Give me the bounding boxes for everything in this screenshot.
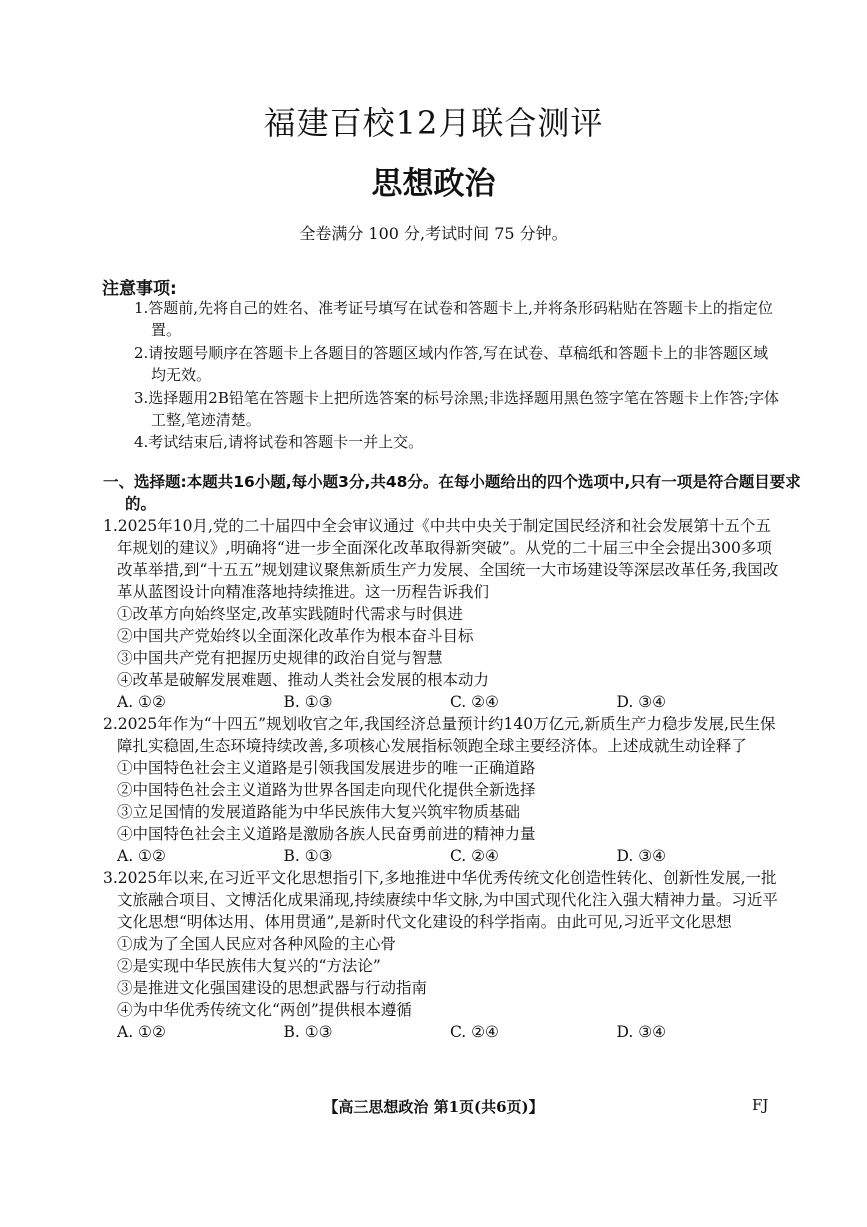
- footer-page-label: 【高三思想政治 第1页(共6页)】: [323, 1098, 544, 1116]
- choice-c: C. ②④: [450, 1023, 499, 1041]
- answer-choices: [117, 691, 783, 713]
- question-option: ④为中华优秀传统文化“两创”提供根本遵循: [117, 1001, 412, 1019]
- notice-item: 3.选择题用2B铅笔在答题卡上把所选答案的标号涂黑;非选择题用黑色签字笔在答题卡上作答;字体工整,笔迹清楚。: [134, 388, 779, 430]
- choice-b: B. ①③: [283, 1023, 333, 1041]
- section-heading: 一、选择题:本题共16小题,每小题3分,共48分。在每小题给出的四个选项中,只有一项是符合题目要求的。: [103, 473, 801, 513]
- question-option: ③是推进文化强国建设的思想武器与行动指南: [117, 979, 428, 997]
- exam-meta: 全卷满分 100 分,考试时间 75 分钟。: [299, 224, 568, 243]
- question-option: ④改革是破解发展难题、推动人类社会发展的根本动力: [117, 671, 490, 689]
- question-option: ②中国特色社会主义道路为世界各国走向现代化提供全新选择: [117, 781, 536, 799]
- question-3: [103, 867, 783, 1043]
- choice-c: C. ②④: [450, 847, 499, 865]
- notices-heading: 注意事项:: [102, 279, 177, 299]
- question-option: ②是实现中华民族伟大复兴的“方法论”: [117, 957, 381, 975]
- question-option: ①中国特色社会主义道路是引领我国发展进步的唯一正确道路: [117, 759, 536, 777]
- choice-c: C. ②④: [450, 693, 499, 711]
- choice-d: D. ③④: [616, 847, 667, 865]
- question-stem: 2.2025年作为“十四五”规划收官之年,我国经济总量预计约140万亿元,新质生产力稳步发展,民生保障扎实稳固,生态环境持续改善,多项核心发展指标领跑全球主要经济体。上述成就生动诠释了: [103, 715, 776, 755]
- question-option: ①成为了全国人民应对各种风险的主心骨: [117, 935, 397, 953]
- choice-d: D. ③④: [616, 1023, 667, 1041]
- question-option: ④中国特色社会主义道路是激励各族人民奋勇前进的精神力量: [117, 825, 536, 843]
- question-option: ②中国共产党始终以全面深化改革作为根本奋斗目标: [117, 627, 474, 645]
- question-option: ③中国共产党有把握历史规律的政治自觉与智慧: [117, 649, 443, 667]
- choice-a: A. ①②: [117, 1023, 166, 1041]
- question-2: [103, 713, 783, 867]
- question-option: ③立足国情的发展道路能为中华民族伟大复兴筑牢物质基础: [117, 803, 521, 821]
- question-list: [103, 515, 783, 1043]
- choice-b: B. ①③: [283, 847, 333, 865]
- answer-choices: [117, 845, 783, 867]
- choice-a: A. ①②: [117, 847, 166, 865]
- question-stem: 3.2025年以来,在习近平文化思想指引下,多地推进中华优秀传统文化创造性转化、创新性发展,一批文旅融合项目、文博活化成果涌现,持续赓续中华文脉,为中国式现代化注入强大精神力量。习近平文化思想“明体达用、体用贯通”,是新时代文化建设的科学指南。由此可见,习近平文化思想: [103, 869, 778, 931]
- question-1: [103, 515, 783, 713]
- notice-item: 4.考试结束后,请将试卷和答题卡一并上交。: [134, 433, 424, 452]
- question-option: ①改革方向始终坚定,改革实践随时代需求与时俱进: [117, 605, 463, 623]
- notice-item: 2.请按题号顺序在答题卡上各题目的答题区域内作答,写在试卷、草稿纸和答题卡上的非答题区域均无效。: [134, 343, 769, 385]
- answer-choices: [117, 1021, 783, 1043]
- choice-d: D. ③④: [616, 693, 667, 711]
- subject-title: 思想政治: [371, 166, 496, 202]
- notices-list: [134, 297, 780, 454]
- choice-a: A. ①②: [117, 693, 166, 711]
- choice-b: B. ①③: [283, 693, 333, 711]
- notice-item: 1.答题前,先将自己的姓名、准考证号填写在试卷和答题卡上,并将条形码粘贴在答题卡上的指定位置。: [134, 299, 773, 340]
- footer-code: FJ: [752, 1096, 769, 1114]
- question-stem: 1.2025年10月,党的二十届四中全会审议通过《中共中央关于制定国民经济和社会发展第十五个五年规划的建议》,明确将“进一步全面深化改革取得新突破”。从党的二十届三中全会提出300多项改革举措,到“十五五”规划建议聚焦新质生产力发展、全国统一大市场建设等深层改革任务,我国改革从蓝图设计向精准落地持续推进。这一历程告诉我们: [103, 517, 779, 601]
- exam-title: 福建百校12月联合测评: [263, 104, 604, 142]
